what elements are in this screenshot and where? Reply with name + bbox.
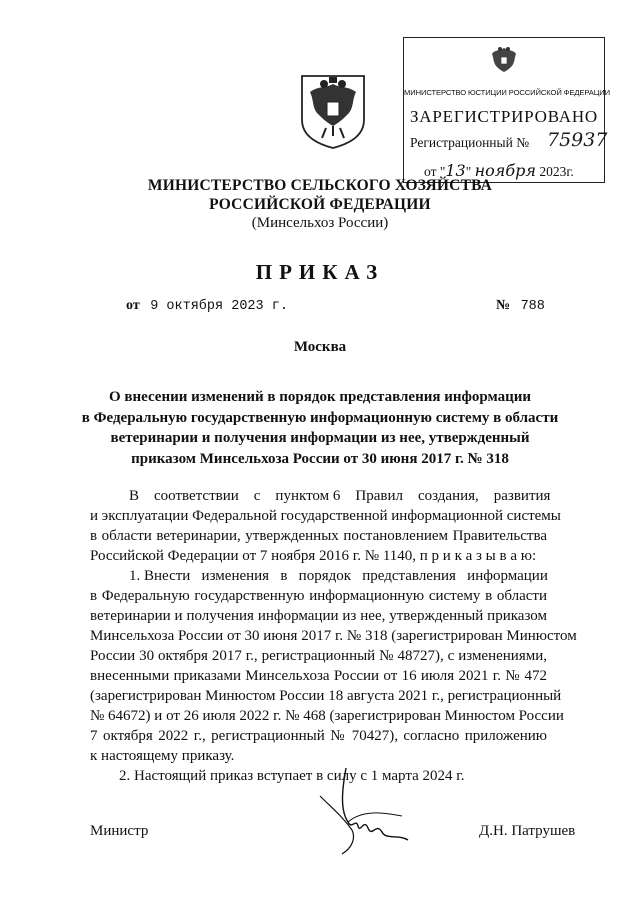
order-city: Москва	[293, 339, 347, 355]
order-date-line	[126, 298, 288, 314]
body-line: в области ветеринарии, утвержденных постановлением Правительства	[90, 528, 547, 544]
stamp-date-prefix: от "	[424, 164, 446, 179]
ministry-name-line-2: РОССИЙСКОЙ ФЕДЕРАЦИИ	[209, 196, 431, 213]
stamp-date-month: ноября	[474, 161, 536, 180]
signer-position: Министр	[90, 823, 149, 839]
stamp-date-mid: "	[465, 164, 475, 179]
stamp-emblem-icon	[489, 44, 519, 76]
stamp-ministry-name: МИНИСТЕРСТВО ЮСТИЦИИ РОССИЙСКОЙ ФЕДЕРАЦИИ	[404, 88, 610, 97]
stamp-reg-label: Регистрационный №	[410, 135, 530, 150]
document-type: ПРИКАЗ	[255, 260, 385, 284]
order-date: 9 октября 2023 г.	[150, 299, 288, 314]
stamp-date-day: 13	[445, 161, 466, 180]
title-line: приказом Минсельхоза России от 30 июня 2017 г. № 318	[131, 450, 509, 467]
order-number-label: №	[496, 298, 511, 313]
order-date-label: от	[126, 298, 140, 313]
body-line: к настоящему приказу.	[90, 748, 235, 764]
body-line: ветеринарии и получения информации из нее, утвержденный приказом	[90, 608, 547, 624]
coat-of-arms-icon	[296, 70, 370, 150]
ministry-name-line-1: МИНИСТЕРСТВО СЕЛЬСКОГО ХОЗЯЙСТВА	[147, 177, 493, 194]
body-line: Минсельхоза России от 30 июня 2017 г. № 318 (зарегистрирован Минюстом	[90, 628, 577, 644]
title-line: О внесении изменений в порядок представления информации	[108, 389, 532, 405]
order-number: 788	[520, 299, 545, 314]
ministry-short-name: (Минсельхоз России)	[251, 215, 389, 231]
body-line: и эксплуатации Федеральной государственной информационной системы	[90, 508, 561, 524]
body-line: В соответствии с пунктом 6 Правил создания, развития	[129, 488, 551, 504]
body-line: в Федеральную государственную информационную систему в области	[90, 588, 547, 604]
stamp-status: ЗАРЕГИСТРИРОВАНО	[409, 107, 599, 126]
body-line: внесенными приказами Минсельхоза России от 16 июля 2021 г. № 472	[90, 668, 547, 684]
signer-name: Д.Н. Патрушев	[479, 823, 576, 839]
registration-stamp	[403, 37, 610, 183]
stamp-reg-number: 75937	[547, 129, 608, 151]
handwritten-signature	[312, 760, 422, 860]
body-line: 7 октября 2022 г., регистрационный № 70427), согласно приложению	[90, 728, 547, 744]
body-line: 2. Настоящий приказ вступает в силу с 1 марта 2024 г.	[119, 768, 465, 784]
order-title	[80, 387, 560, 469]
order-number-line	[496, 298, 545, 314]
body-line: России 30 октября 2017 г., регистрационный № 48727), с изменениями,	[90, 648, 547, 664]
title-line: ветеринарии и получения информации из нее, утвержденный	[110, 430, 530, 446]
body-line: № 64672) и от 26 июля 2022 г. № 468 (зарегистрирован Минюстом России	[90, 708, 564, 724]
body-line: Российской Федерации от 7 ноября 2016 г. № 1140, п р и к а з ы в а ю:	[90, 548, 537, 564]
title-line: в Федеральную государственную информационную систему в области	[81, 409, 559, 426]
body-line: 1. Внести изменения в порядок представления информации	[129, 568, 548, 584]
stamp-date-year: 2023г.	[535, 164, 574, 179]
body-line: (зарегистрирован Минюстом России 18 августа 2021 г., регистрационный	[90, 688, 562, 704]
